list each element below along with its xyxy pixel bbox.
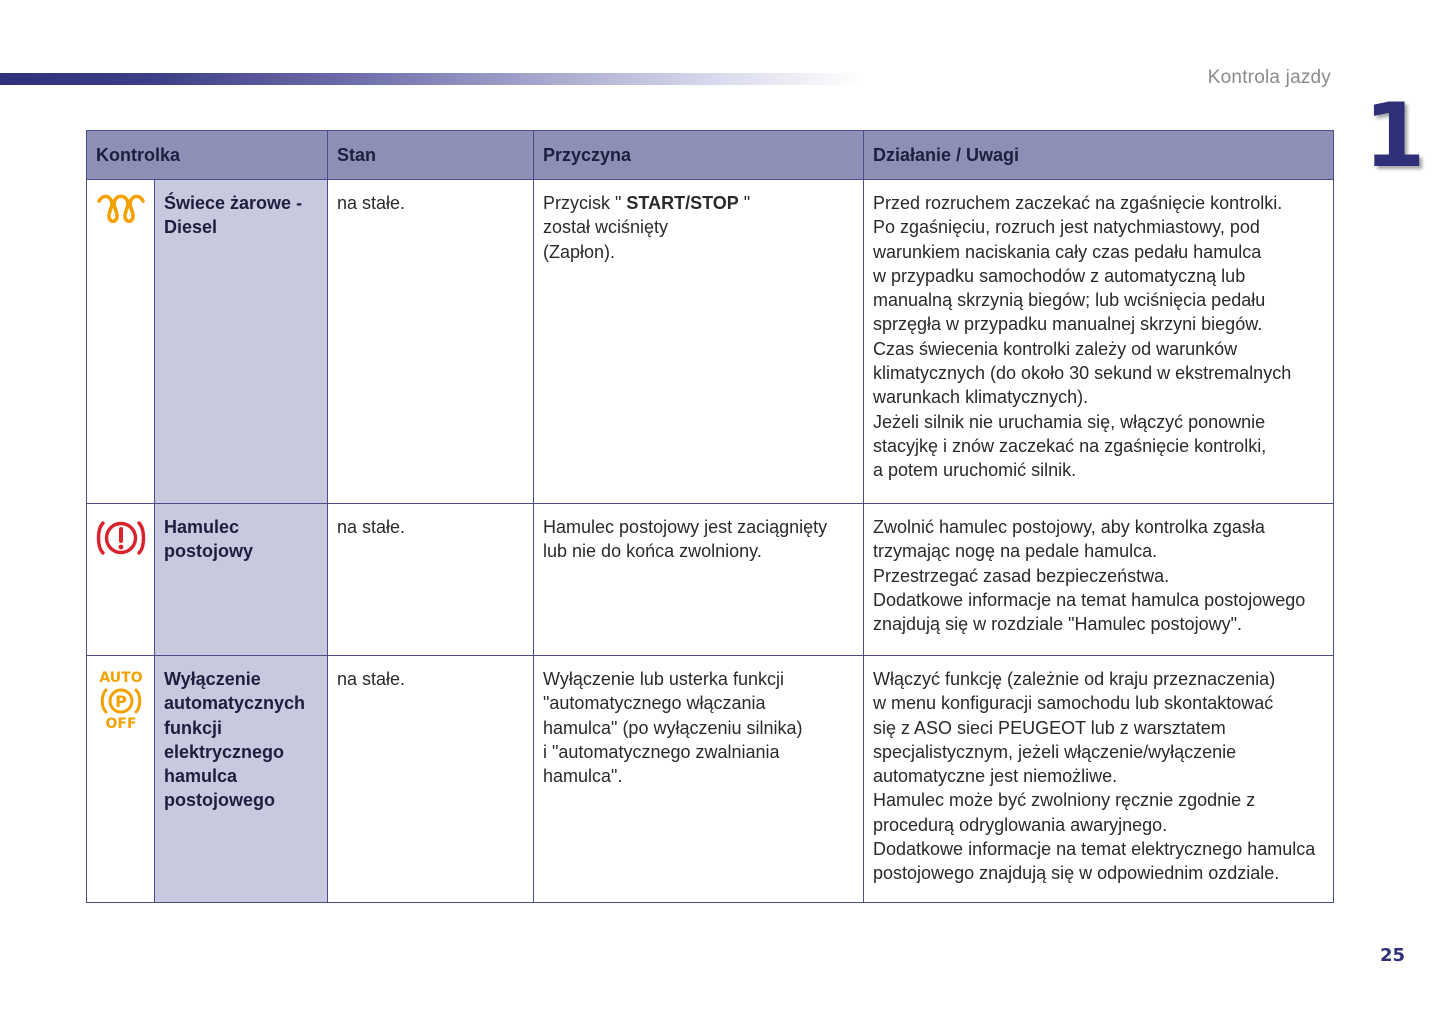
action-line: warunkiem naciskania cały czas pedału hamulca <box>873 241 1262 262</box>
column-header-stan: Stan <box>328 131 534 180</box>
table-row <box>87 180 1334 504</box>
action-line: Hamulec może być zwolniony ręcznie zgodnie z <box>873 790 1256 811</box>
action-line: automatyczne jest niemożliwe. <box>873 766 1118 787</box>
action-line: Włączyć funkcję (zależnie od kraju przeznaczenia) <box>873 669 1276 689</box>
action-line: się z ASO sieci PEUGEOT lub z warsztatem <box>873 717 1226 738</box>
cause-cell <box>534 504 864 656</box>
auto-parking-brake-off-icon <box>94 668 148 732</box>
state-cell: na stałe. <box>328 656 534 903</box>
action-line: klimatycznych (do około 30 sekund w ekstremalnych <box>873 363 1292 384</box>
column-header-przyczyna: Przyczyna <box>534 131 864 180</box>
cause-line: "automatycznego włączania <box>543 693 766 714</box>
action-line: Przed rozruchem zaczekać na zgaśnięcie kontrolki. <box>873 193 1283 213</box>
cause-line: i "automatycznego zwalniania <box>543 741 780 762</box>
warning-name-line: Świece żarowe - <box>164 193 303 213</box>
action-line: Dodatkowe informacje na temat elektrycznego hamulca <box>873 839 1316 860</box>
action-line: sprzęgła w przypadku manualnej skrzyni biegów. <box>873 314 1263 335</box>
warning-lights-table <box>86 130 1334 903</box>
cause-line: został wciśnięty <box>543 217 669 238</box>
warning-name-line: elektrycznego <box>164 741 285 762</box>
start-stop-keyword: START/STOP <box>626 193 739 213</box>
icon-cell <box>87 180 155 504</box>
warning-name-cell <box>155 656 328 903</box>
table-header-row <box>87 131 1334 180</box>
cause-cell <box>534 180 864 504</box>
cause-line <box>543 191 854 215</box>
warning-name-line: postojowy <box>164 541 253 562</box>
warning-name-line: funkcji <box>164 717 223 738</box>
cause-line: Wyłączenie lub usterka funkcji <box>543 669 784 689</box>
action-line: trzymając nogę na pedale hamulca. <box>873 541 1158 562</box>
action-line: Po zgaśnięciu, rozruch jest natychmiastowy, pod <box>873 217 1260 238</box>
parking-brake-warning-icon <box>96 516 146 560</box>
section-title: Kontrola jazdy <box>1207 67 1331 88</box>
icon-text-auto: AUTO <box>98 670 143 686</box>
page-number: 25 <box>1380 945 1406 966</box>
action-cell <box>864 180 1334 504</box>
action-line: znajdują się w rozdziale "Hamulec postojowy". <box>873 614 1242 635</box>
warning-name-cell <box>155 180 328 504</box>
glow-plug-icon <box>97 192 145 228</box>
action-line: w przypadku samochodów z automatyczną lub <box>873 265 1246 286</box>
state-cell: na stałe. <box>328 180 534 504</box>
action-line: stacyjkę i znów zaczekać na zgaśnięcie kontrolki, <box>873 435 1267 456</box>
action-line: Zwolnić hamulec postojowy, aby kontrolka zgasła <box>873 517 1265 537</box>
warning-name-line: postojowego <box>164 790 275 811</box>
warning-name-line: Diesel <box>164 217 218 238</box>
cause-line: (Zapłon). <box>543 241 616 262</box>
action-line: Przestrzegać zasad bezpieczeństwa. <box>873 565 1170 586</box>
svg-text:P: P <box>114 692 127 711</box>
warning-name-line: hamulca <box>164 766 238 787</box>
column-header-kontrolka: Kontrolka <box>87 131 328 180</box>
state-cell: na stałe. <box>328 504 534 656</box>
table-row <box>87 656 1334 903</box>
cause-line: hamulca". <box>543 766 623 787</box>
cause-line: lub nie do końca zwolniony. <box>543 541 762 562</box>
icon-cell <box>87 504 155 656</box>
warning-name-line: automatycznych <box>164 693 306 714</box>
action-cell <box>864 656 1334 903</box>
action-line: warunkach klimatycznych). <box>873 387 1089 408</box>
action-line: Dodatkowe informacje na temat hamulca postojowego <box>873 589 1306 610</box>
warning-name-cell <box>155 504 328 656</box>
action-line: manualną skrzynią biegów; lub wciśnięcia pedału <box>873 290 1266 311</box>
action-line: w menu konfiguracji samochodu lub skontaktować <box>873 693 1274 714</box>
action-line: Jeżeli silnik nie uruchamia się, włączyć ponownie <box>873 411 1266 432</box>
action-line: postojowego znajdują się w odpowiednim ozdziale. <box>873 863 1280 884</box>
column-header-dzialanie: Działanie / Uwagi <box>864 131 1334 180</box>
action-cell <box>864 504 1334 656</box>
action-line: Czas świecenia kontrolki zależy od warunków <box>873 338 1238 359</box>
cause-line-prefix: Przycisk " <box>543 193 627 213</box>
icon-text-off: OFF <box>104 716 137 732</box>
chapter-number: 1 <box>1364 84 1426 187</box>
cause-line: Hamulec postojowy jest zaciągnięty <box>543 517 828 537</box>
cause-cell <box>534 656 864 903</box>
cause-line-suffix: " <box>738 193 751 213</box>
action-line: specjalistycznym, jeżeli włączenie/wyłączenie <box>873 741 1237 762</box>
icon-cell <box>87 656 155 903</box>
action-line: procedurą odryglowania awaryjnego. <box>873 814 1168 835</box>
warning-name-line: Hamulec <box>164 517 240 537</box>
action-line: a potem uruchomić silnik. <box>873 460 1077 481</box>
warning-name-line: Wyłączenie <box>164 669 261 689</box>
table-row <box>87 504 1334 656</box>
cause-line: hamulca" (po wyłączeniu silnika) <box>543 717 803 738</box>
header-gradient-bar <box>0 73 862 85</box>
